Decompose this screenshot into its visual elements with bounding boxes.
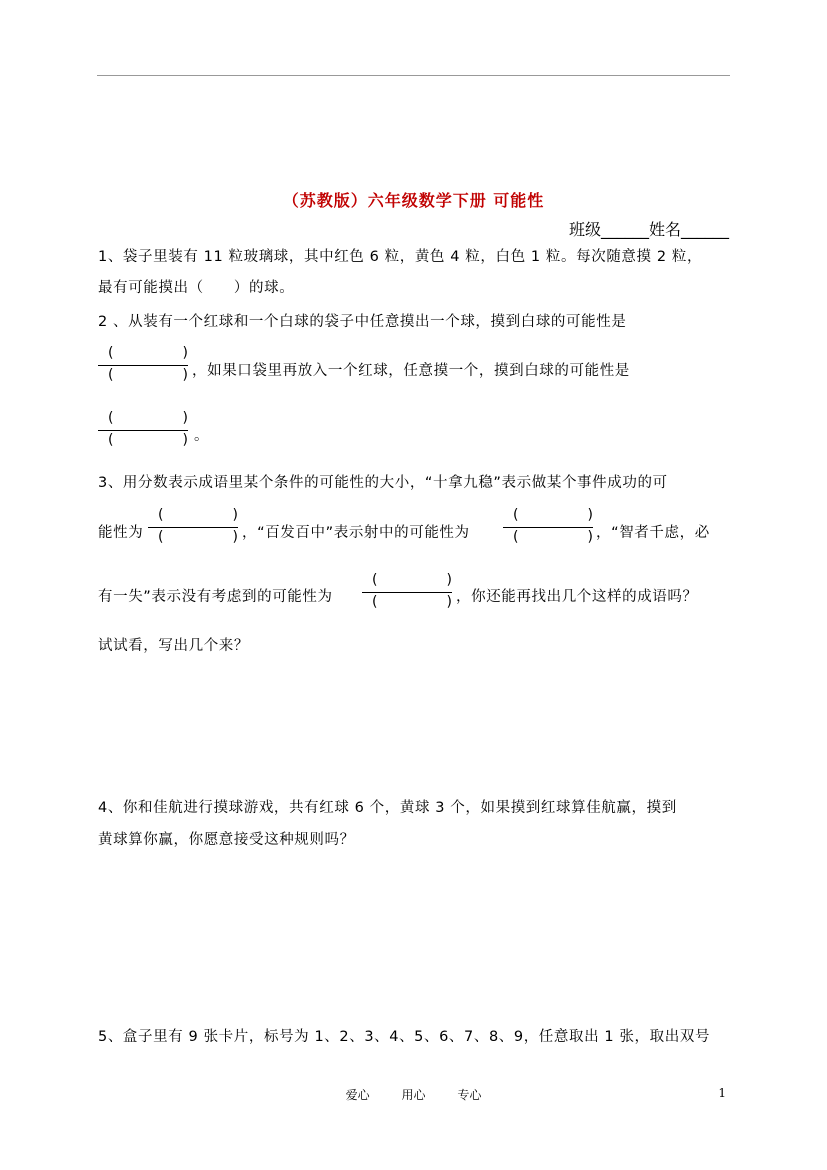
q5-line-1: 5、盒子里有 9 张卡片，标号为 1、2、3、4、5、6、7、8、9，任意取出 1 张，取出双号	[98, 1029, 711, 1045]
fraction-blank[interactable]: ( ) ( )	[362, 572, 452, 612]
footer-text: 专心	[457, 1088, 482, 1102]
page-number: 1	[718, 1086, 726, 1100]
q3-line-3a: 有一失”表示没有考虑到的可能性为	[98, 589, 333, 605]
q2-line-1: 2 、从装有一个红球和一个白球的袋子中任意摸出一个球，摸到白球的可能性是	[98, 314, 627, 330]
fraction-blank[interactable]: ( ) ( )	[98, 345, 188, 385]
q3-line-2a: 能性为	[98, 525, 144, 541]
q1-line-2: 最有可能摸出（ ）的球。	[98, 280, 295, 296]
q3-line-3b: ，你还能再找出几个这样的成语吗？	[456, 589, 698, 605]
page-title: （苏教版）六年级数学下册 可能性	[282, 191, 545, 210]
header-rule	[97, 75, 730, 76]
fraction-blank[interactable]: ( ) ( )	[148, 507, 238, 547]
q3-line-2c: ，“智者千虑，必	[596, 525, 710, 541]
q3-line-1: 3、用分数表示成语里某个条件的可能性的大小，“十拿九稳”表示做某个事件成功的可	[98, 475, 668, 491]
footer-text: 爱心	[345, 1088, 370, 1102]
footer-text: 用心	[401, 1088, 426, 1102]
fraction-blank[interactable]: ( ) ( )	[98, 410, 188, 450]
fraction-blank[interactable]: ( ) ( )	[503, 507, 593, 547]
q3-line-2b: ，“百发百中”表示射中的可能性为	[242, 525, 470, 541]
q4-line-2: 黄球算你赢，你愿意接受这种规则吗？	[98, 832, 355, 848]
class-name-line: 班级______姓名______	[568, 220, 729, 239]
q4-line-1: 4、你和佳航进行摸球游戏，共有红球 6 个，黄球 3 个，如果摸到红球算佳航赢，摸到	[98, 800, 677, 816]
q3-line-4: 试试看，写出几个来？	[98, 638, 249, 654]
q2-line-3: 。	[194, 428, 210, 444]
footer	[0, 1086, 827, 1103]
q2-line-2: ，如果口袋里再放入一个红球，任意摸一个，摸到白球的可能性是	[192, 363, 630, 379]
q1-line-1: 1、袋子里装有 11 粒玻璃球，其中红色 6 粒，黄色 4 粒，白色 1 粒。每次随意摸 2 粒，	[98, 249, 703, 265]
